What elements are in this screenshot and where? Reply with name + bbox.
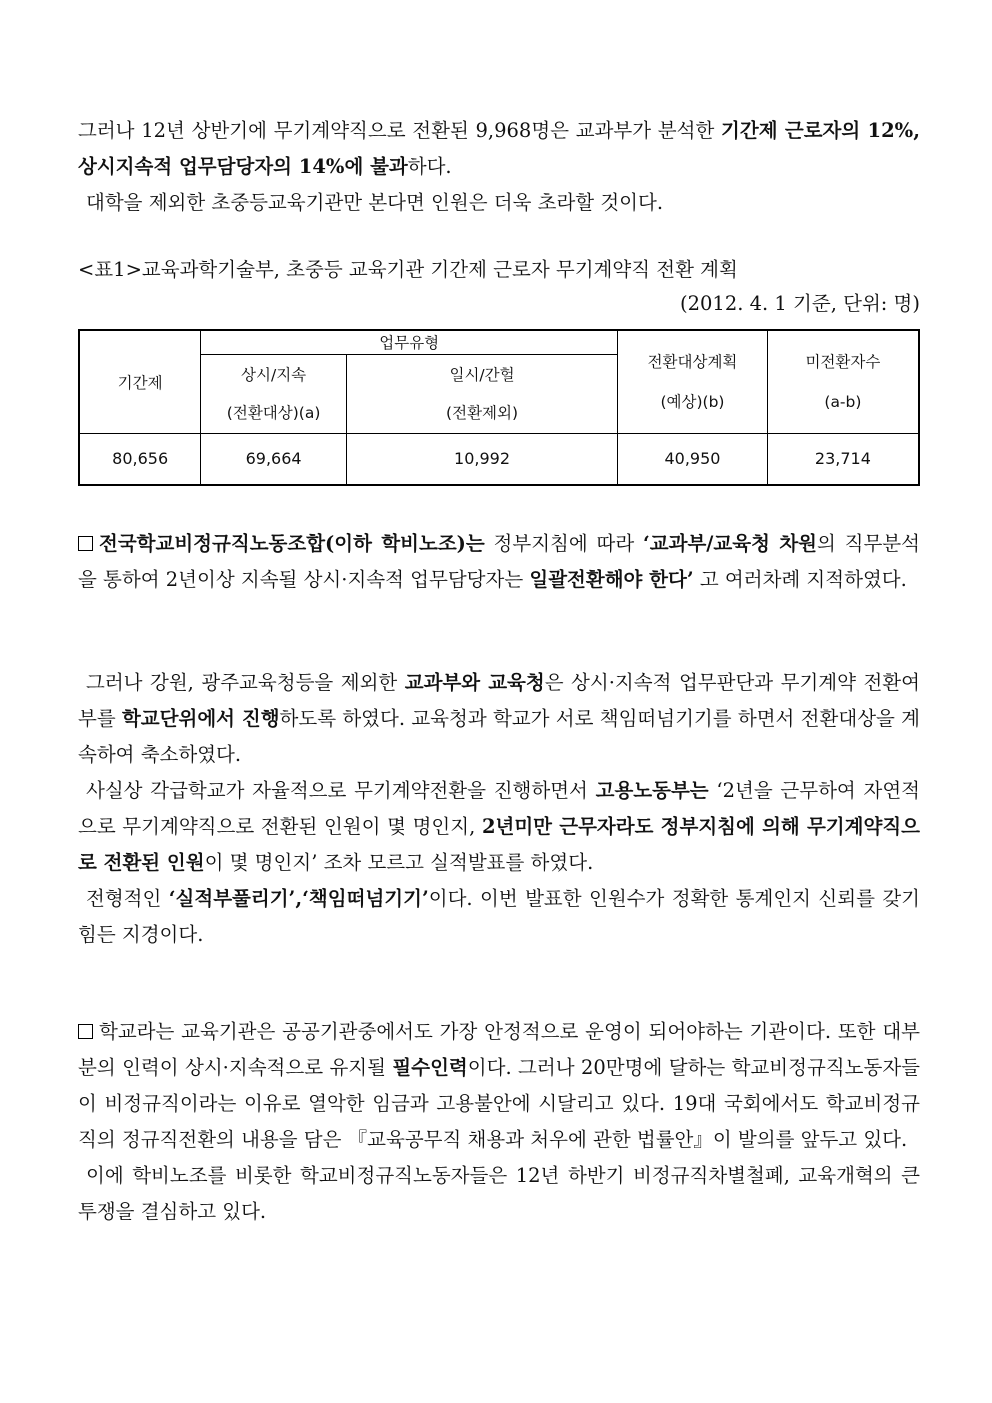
intro-line-1 <box>78 113 920 185</box>
header-plan <box>618 330 768 433</box>
header-temporary-line1: 일시/간헐 <box>449 365 515 384</box>
header-remaining-line2: (a-b) <box>824 392 862 411</box>
section-1 <box>78 526 920 598</box>
table-row <box>79 433 919 485</box>
s3-p1-c: 이다. 그러나 20만명에 달하는 학교비정규직노동자들이 비정규직이라는 이유로 열악한 임금과 고용불안에 시달리고 있다. 19대 국회에서도 학교비정규직의 정규직전환의 내용을 담은 『교육공무직 채용과 처우에 관한 법률안』이 발의를 앞두고 있다. <box>78 1056 920 1151</box>
header-permanent-line2: (전환대상)(a) <box>226 403 321 422</box>
s2-p1-e: 하도록 하였다. 교육청과 학교가 서로 책임떠넘기기를 하면서 전환대상을 계속하여 축소하였다. <box>78 707 920 766</box>
s2-p2-b: 고용노동부는 <box>595 779 709 802</box>
header-remaining <box>767 330 919 433</box>
table-caption <box>78 253 920 321</box>
section-2-paragraph-3 <box>78 881 920 953</box>
s2-p3-c: 이다. 이번 발표한 인원수가 정확한 통계인지 신뢰를 갖기 힘든 지경이다. <box>78 887 920 946</box>
s1-plain-b: 의 직무분석을 통하여 2년이상 지속될 상시·지속적 업무담당자는 <box>78 532 920 591</box>
s2-p3-a: 전형적인 <box>86 887 169 910</box>
cell-permanent: 69,664 <box>201 433 347 485</box>
s2-p1-b: 교과부와 교육청 <box>404 671 545 694</box>
cell-temporary: 10,992 <box>346 433 617 485</box>
s2-p2-c: ‘2년을 근무하여 자연적으로 무기계약직으로 전환된 인원이 몇 명인지, <box>78 779 921 838</box>
section-2 <box>78 665 920 953</box>
s3-p1-a: 학교라는 교육기관은 공공기관중에서도 가장 안정적으로 운영이 되어야하는 기관이다. 또한 대부분의 인력이 상시·지속적으로 유지될 <box>78 1020 920 1079</box>
header-remaining-line1: 미전환자수 <box>805 352 881 371</box>
s1-plain-a: 정부지침에 따라 <box>484 532 643 555</box>
section-3-paragraph-1 <box>78 1014 920 1158</box>
s2-p3-b: ‘실적부풀리기’,‘책임떠넘기기’ <box>168 887 429 910</box>
header-temporary <box>346 354 617 433</box>
intro-paragraph <box>78 113 920 221</box>
s2-p1-c: 은 상시·지속적 업무판단과 무기계약 전환여부를 <box>78 671 920 730</box>
section-3 <box>78 1014 920 1230</box>
header-permanent-line1: 상시/지속 <box>241 365 307 384</box>
checkbox-square-icon <box>78 1024 93 1039</box>
header-temporary-line2: (전환제외) <box>446 403 519 422</box>
intro-line-2: 대학을 제외한 초중등교육기관만 본다면 인원은 더욱 초라할 것이다. <box>86 191 664 214</box>
s2-p2-a: 사실상 각급학교가 자율적으로 무기계약전환을 진행하면서 <box>86 779 596 802</box>
section-3-paragraph-2: 이에 학비노조를 비롯한 학교비정규직노동자들은 12년 하반기 비정규직차별철폐, 교육개혁의 큰 투쟁을 결심하고 있다. <box>78 1164 920 1223</box>
section-2-paragraph-1 <box>78 665 920 773</box>
intro-end: 하다. <box>407 155 452 178</box>
s1-plain-c: 고 여러차례 지적하였다. <box>693 568 907 591</box>
table-unit: (2012. 4. 1 기준, 단위: 명) <box>680 292 920 315</box>
s3-p1-b: 필수인력 <box>392 1056 468 1079</box>
intro-text: 그러나 12년 상반기에 무기계약직으로 전환된 9,968명은 교과부가 분석한 <box>78 119 722 142</box>
header-worktype: 업무유형 <box>201 330 618 354</box>
s2-p2-e: 이 몇 명인지’ 조차 모르고 실적발표를 하였다. <box>204 851 594 874</box>
s2-p2-d: 2년미만 근무자라도 정부지침에 의해 무기계약직으로 전환된 인원 <box>78 815 920 874</box>
intro-bold: 기간제 근로자의 12%, 상시지속적 업무담당자의 14%에 불과 <box>78 119 920 178</box>
header-permanent <box>201 354 347 433</box>
header-plan-line2: (예상)(b) <box>660 392 725 411</box>
checkbox-square-icon <box>78 536 93 551</box>
section-2-paragraph-2 <box>78 773 920 881</box>
table-title: <표1>교육과학기술부, 초중등 교육기관 기간제 근로자 무기계약직 전환 계획 <box>78 258 738 281</box>
header-plan-line1: 전환대상계획 <box>647 352 738 371</box>
s1-bold-a: 전국학교비정규직노동조합(이하 학비노조)는 <box>99 532 485 555</box>
section-1-paragraph <box>78 526 920 598</box>
s2-p1-d: 학교단위에서 진행 <box>121 707 280 730</box>
header-temp: 기간제 <box>79 330 201 433</box>
cell-remaining: 23,714 <box>767 433 919 485</box>
s1-bold-b: ‘교과부/교육청 차원 <box>643 532 817 555</box>
cell-plan: 40,950 <box>618 433 768 485</box>
s2-p1-a: 그러나 강원, 광주교육청등을 제외한 <box>86 671 405 694</box>
conversion-table <box>78 329 920 486</box>
cell-temp: 80,656 <box>79 433 201 485</box>
s1-bold-c: 일괄전환해야 한다’ <box>529 568 694 591</box>
